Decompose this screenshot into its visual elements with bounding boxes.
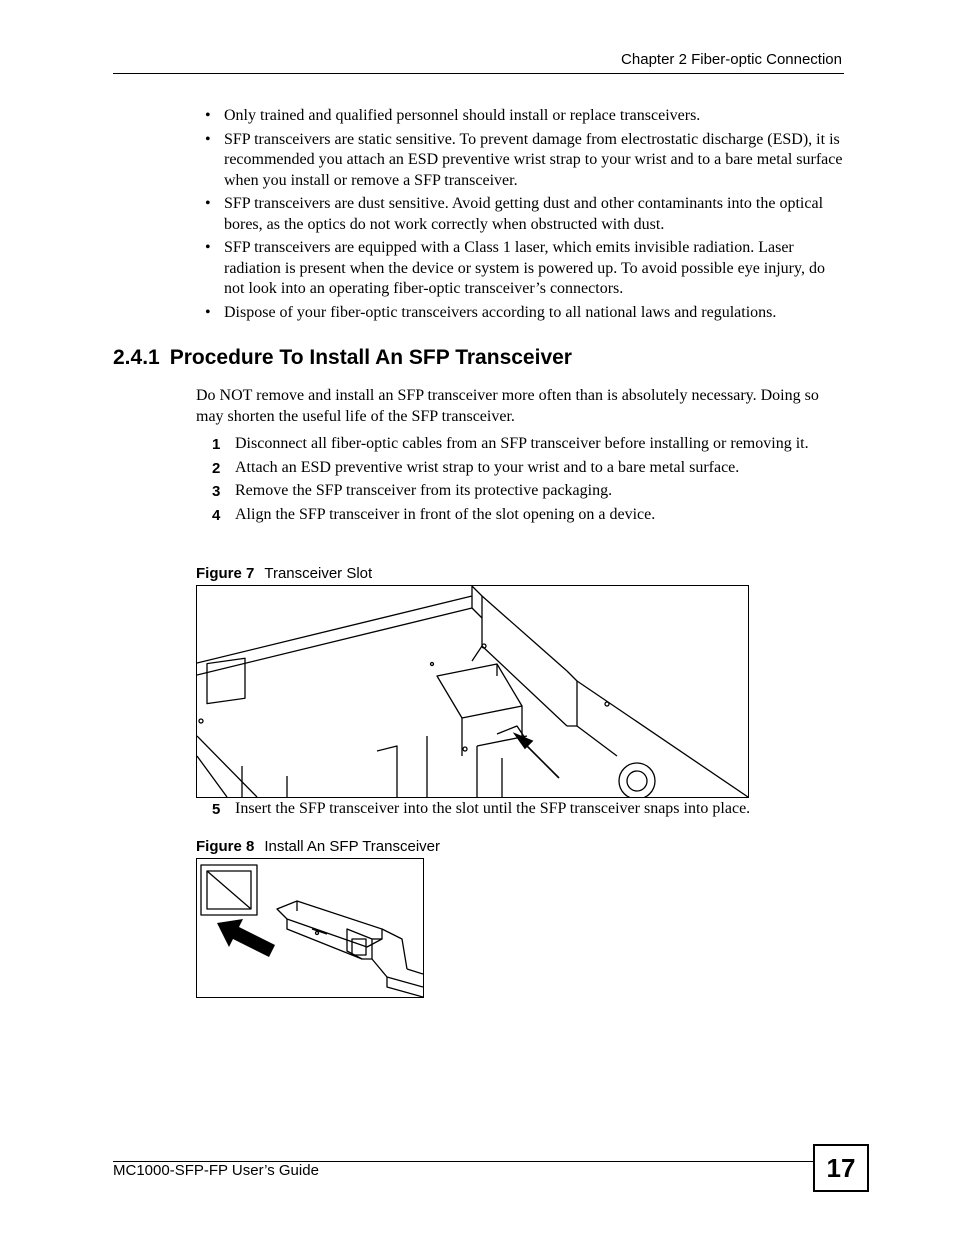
step-number: 2	[212, 459, 221, 477]
step-text: Attach an ESD preventive wrist strap to your wrist and to a bare metal surface.	[235, 458, 740, 476]
step-item	[212, 481, 844, 502]
step-number: 5	[212, 801, 221, 818]
step-number: 4	[212, 506, 221, 524]
step-number: 1	[212, 436, 221, 453]
step-text: Insert the SFP transceiver into the slot until the SFP transceiver snaps into place.	[235, 800, 751, 817]
step-item	[212, 505, 844, 526]
figure-7-image	[196, 585, 749, 798]
install-sfp-illustration	[197, 859, 423, 997]
figure-8-caption	[196, 838, 440, 855]
list-item-text: SFP transceivers are dust sensitive. Avoid getting dust and other contaminants into the optical bores, as the optics do not work correctly when obstructed with dust.	[224, 195, 824, 233]
figure-title: Install An SFP Transceiver	[264, 838, 440, 855]
section-heading	[113, 346, 572, 370]
list-item-text: SFP transceivers are static sensitive. To prevent damage from electrostatic discharge (ESD), it is recommended you attach an ESD preventive wrist strap to your wrist and to a bare metal surface when you install or remove a SFP transceiver.	[224, 130, 843, 189]
list-item: • Only trained and qualified personnel should install or replace transceivers.	[205, 107, 701, 124]
step-item	[212, 799, 844, 820]
step-item	[212, 434, 844, 455]
list-item: • SFP transceivers are dust sensitive. Avoid getting dust and other contaminants into the optical bores, as the optics do not work correctly when obstructed with dust.	[205, 195, 824, 233]
precaution-list	[205, 106, 845, 326]
transceiver-slot-illustration	[197, 586, 748, 797]
figure-title: Transceiver Slot	[264, 565, 373, 582]
step-text: Disconnect all fiber-optic cables from an SFP transceiver before installing or removing it.	[235, 435, 809, 452]
step-item	[212, 458, 844, 479]
figure-8-image	[196, 858, 424, 998]
list-item-text: Dispose of your fiber-optic transceivers according to all national laws and regulations.	[224, 303, 777, 321]
figure-7-caption	[196, 565, 372, 582]
list-item-text: SFP transceivers are equipped with a Class 1 laser, which emits invisible radiation. Laser radiation is present when the device or system is powered up. To avoid possible eye injury, do not look into an operating fiber-optic transceiver’s connectors.	[224, 239, 825, 297]
list-item-text: Only trained and qualified personnel should install or replace transceivers.	[224, 107, 701, 124]
section-number: 2.4.1	[113, 346, 160, 369]
section-title: Procedure To Install An SFP Transceiver	[169, 346, 572, 369]
step-text: Remove the SFP transceiver from its protective packaging.	[235, 482, 613, 499]
list-item: • SFP transceivers are static sensitive. To prevent damage from electrostatic discharge (ESD), it is recommended you attach an ESD preventive wrist strap to your wrist and to a bare metal surface when you install or remove a SFP transceiver.	[205, 130, 843, 189]
step-text: Align the SFP transceiver in front of the slot opening on a device.	[235, 505, 656, 523]
page-number: 17	[813, 1144, 869, 1192]
footer-guide-title: MC1000-SFP-FP User’s Guide	[113, 1162, 319, 1179]
intro-paragraph: Do NOT remove and install an SFP transceiver more often than is absolutely necessary. Doing so may shorten the useful life of the SFP transceiver.	[196, 387, 819, 425]
header-rule	[113, 73, 844, 74]
chapter-header: Chapter 2 Fiber-optic Connection	[621, 51, 842, 68]
step-number: 3	[212, 483, 221, 500]
figure-label: Figure 7	[196, 565, 255, 582]
list-item: • Dispose of your fiber-optic transceivers according to all national laws and regulations.	[205, 303, 777, 321]
figure-label: Figure 8	[196, 838, 255, 855]
procedure-steps	[212, 434, 844, 528]
list-item: • SFP transceivers are equipped with a Class 1 laser, which emits invisible radiation. Laser radiation is present when the device or system is powered up. To avoid possible eye injury, do not look into an operating fiber-optic transceiver’s connectors.	[205, 239, 825, 297]
